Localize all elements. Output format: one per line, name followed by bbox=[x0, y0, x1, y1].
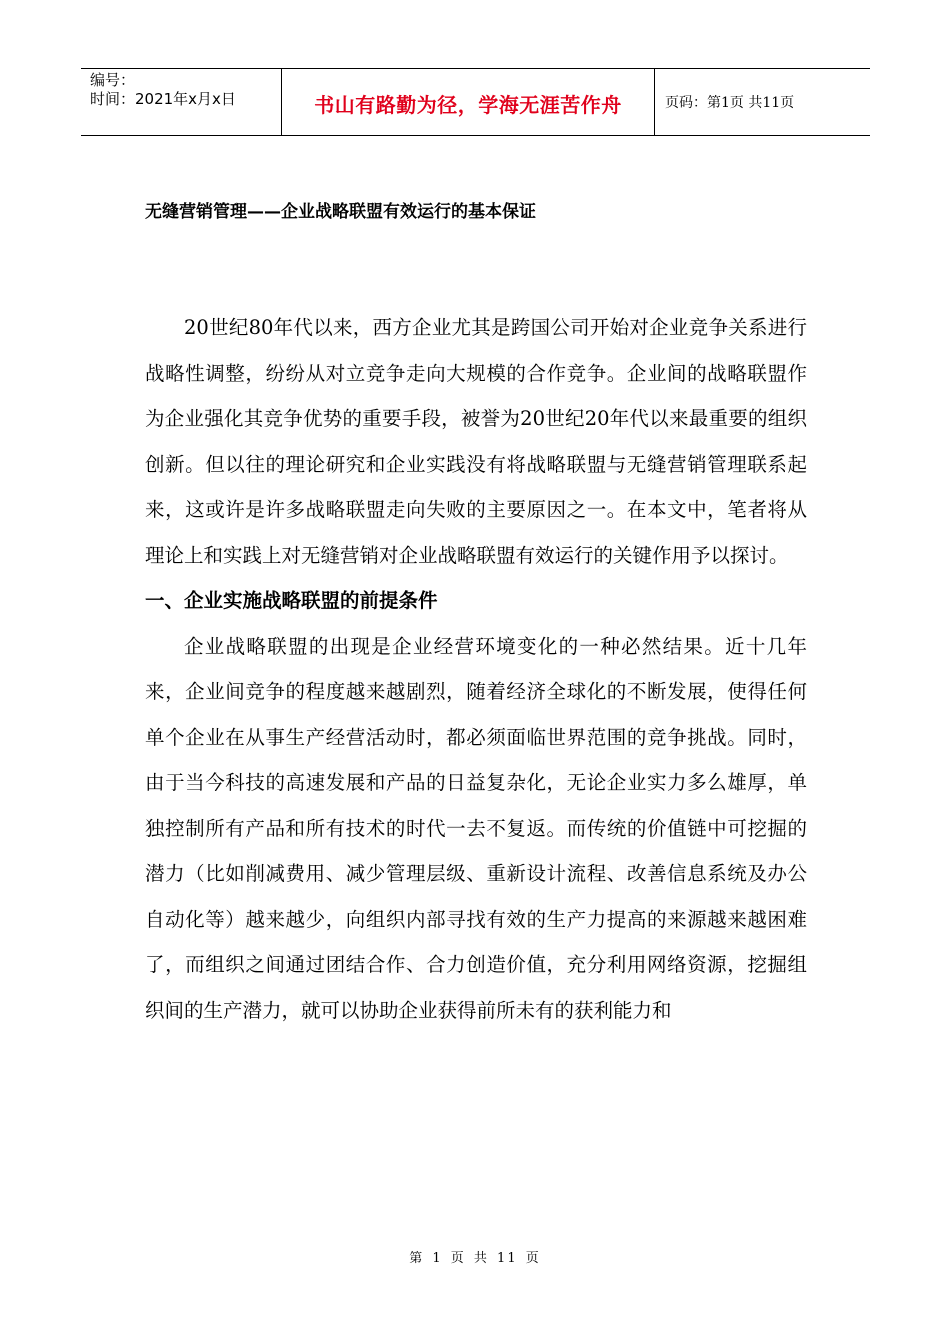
document-body bbox=[145, 305, 807, 1033]
header-meta-cell bbox=[81, 69, 282, 135]
document-title: 无缝营销管理——企业战略联盟有效运行的基本保证 bbox=[145, 202, 536, 222]
header-motto-cell bbox=[282, 69, 655, 135]
document-date: 时间：2021年x月x日 bbox=[90, 90, 236, 108]
header-page-cell bbox=[655, 69, 870, 135]
header-motto: 书山有路勤为径，学海无涯苦作舟 bbox=[314, 92, 622, 117]
page-footer: 第 1 页 共 11 页 bbox=[409, 1251, 541, 1266]
header-table bbox=[81, 68, 870, 136]
section-1-paragraph: 企业战略联盟的出现是企业经营环境变化的一种必然结果。近十几年来，企业间竞争的程度越来越剧烈，随着经济全球化的不断发展，使得任何单个企业在从事生产经营活动时，都必须面临世界范围的竞争挑战。同时，由于当今科技的高速发展和产品的日益复杂化，无论企业实力多么雄厚，单独控制所有产品和所有技术的时代一去不复返。而传统的价值链中可挖掘的潜力（比如削减费用、减少管理层级、重新设计流程、改善信息系统及办公自动化等）越来越少，向组织内部寻找有效的生产力提高的来源越来越困难了，而组织之间通过团结合作、合力创造价值，充分利用网络资源，挖掘组织间的生产潜力，就可以协助企业获得前所未有的获利能力和 bbox=[145, 634, 807, 1022]
intro-paragraph: 20世纪80年代以来，西方企业尤其是跨国公司开始对企业竞争关系进行战略性调整，纷纷从对立竞争走向大规模的合作竞争。企业间的战略联盟作为企业强化其竞争优势的重要手段，被誉为20世纪20年代以来最重要的组织创新。但以往的理论研究和企业实践没有将战略联盟与无缝营销管理联系起来，这或许是许多战略联盟走向失败的主要原因之一。在本文中，笔者将从理论上和实践上对无缝营销对企业战略联盟有效运行的关键作用予以探讨。 bbox=[145, 316, 807, 567]
document-number-label: 编号： bbox=[90, 71, 136, 89]
header-page-info: 页码：第1页 共11页 bbox=[665, 95, 795, 111]
section-heading-1: 一、企业实施战略联盟的前提条件 bbox=[145, 589, 438, 612]
